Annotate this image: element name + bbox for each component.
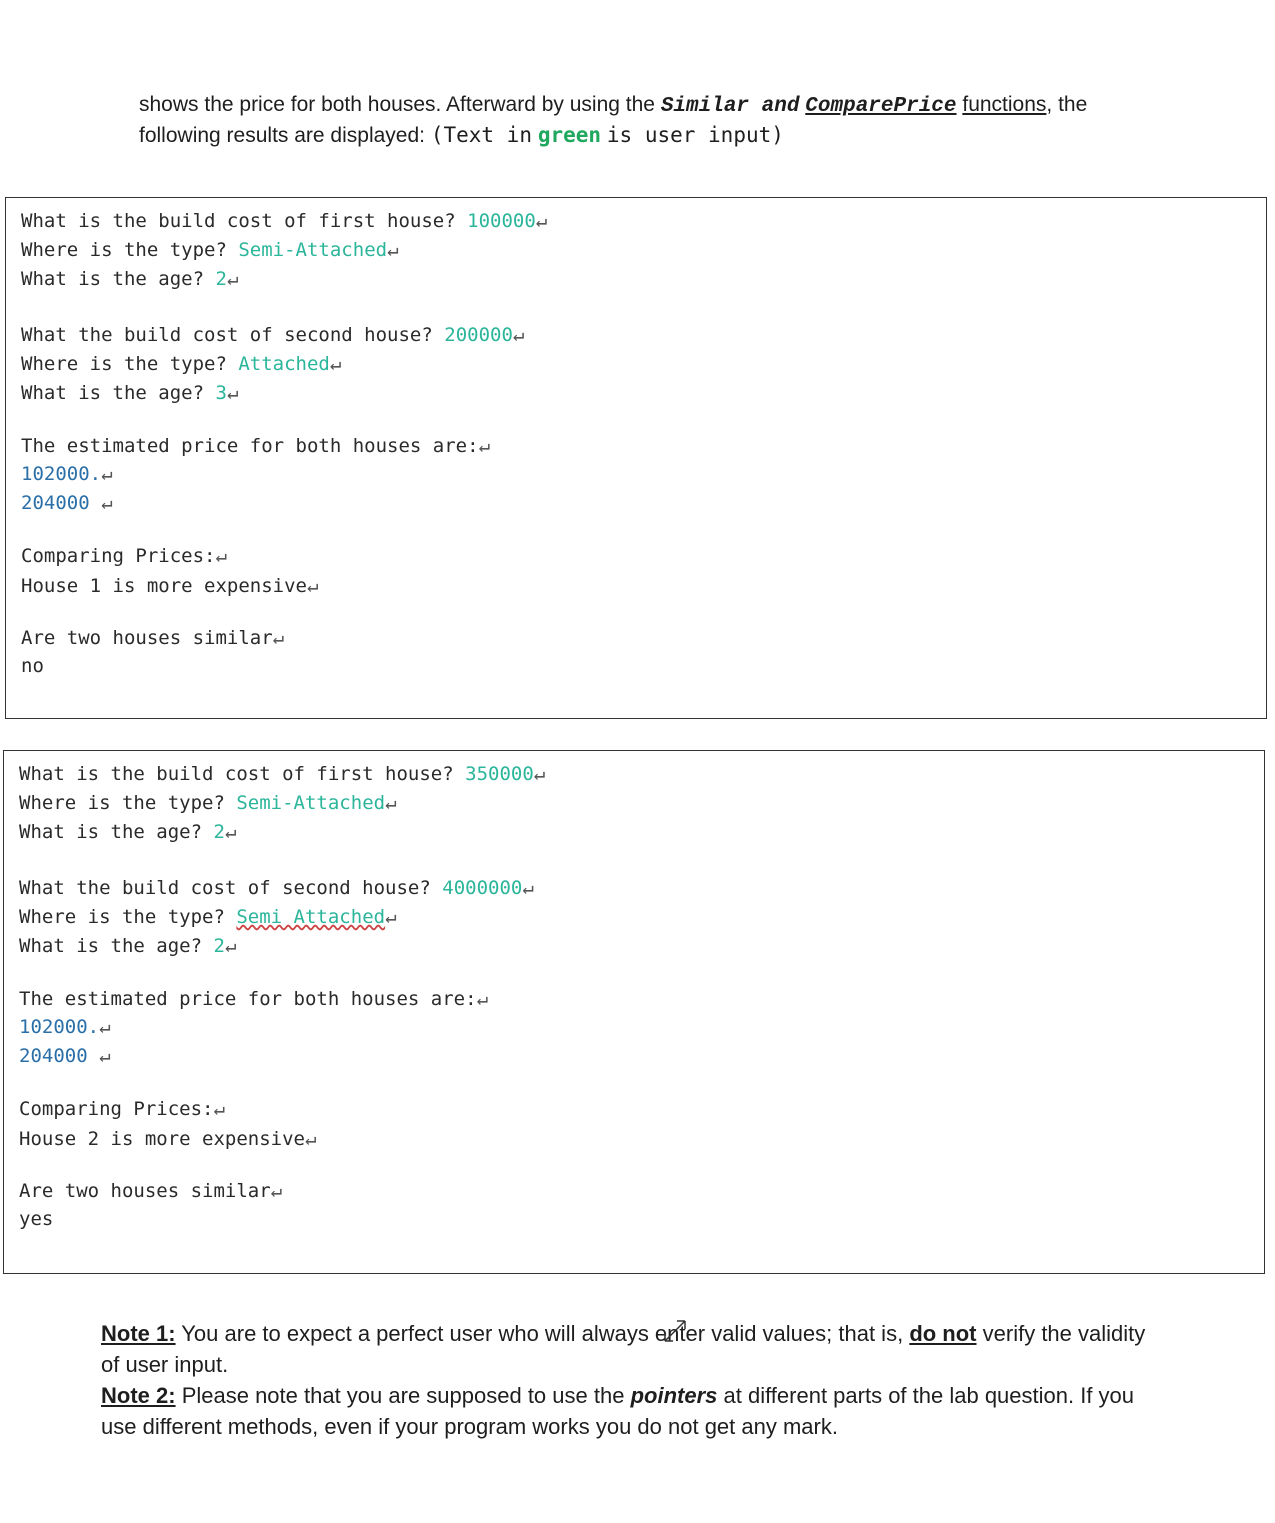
- console-line: What is the age? 2↵: [19, 821, 237, 843]
- console-line: 102000.↵: [19, 1016, 111, 1038]
- intro-function-similar: Similar and: [660, 95, 800, 118]
- console-output-box-1: [5, 197, 1267, 719]
- intro-text-4: following results are displayed:: [139, 124, 425, 147]
- console-line: What is the build cost of first house? 350000↵: [19, 763, 546, 785]
- intro-paragraph: [139, 90, 1149, 150]
- note-2-text-b: at different parts of the lab question. If you use different methods, even if your program works you do not get any mark.: [101, 1383, 1135, 1439]
- console-line: 204000 ↵: [21, 492, 113, 514]
- console-line: Where is the type? Semi-Attached↵: [19, 792, 397, 814]
- intro-text-functions: functions: [962, 93, 1047, 116]
- intro-paren-open: (Text in: [430, 123, 532, 147]
- note-2-label: Note 2:: [101, 1383, 176, 1408]
- intro-green-word: green: [537, 123, 602, 147]
- console-line: House 1 is more expensive↵: [21, 575, 319, 597]
- console-line: Where is the type? Semi-Attached↵: [21, 239, 399, 261]
- intro-text-1: shows the price for both houses. Afterward by using the: [139, 93, 655, 116]
- note-2-emphasis: pointers: [630, 1383, 718, 1408]
- console-line: Comparing Prices:↵: [19, 1098, 225, 1120]
- note-2-text-a: Please note that you are supposed to use the: [181, 1383, 625, 1408]
- console-line: The estimated price for both houses are:↵: [21, 435, 491, 457]
- console-line: Are two houses similar↵: [21, 627, 285, 649]
- console-line: no: [21, 655, 44, 677]
- console-line: What is the age? 2↵: [21, 268, 239, 290]
- console-line: yes: [19, 1208, 54, 1230]
- intro-function-compareprice: ComparePrice: [805, 95, 957, 118]
- notes-section: [101, 1318, 1161, 1442]
- console-line: What is the build cost of first house? 100000↵: [21, 210, 548, 232]
- console-line: The estimated price for both houses are:↵: [19, 988, 489, 1010]
- console-line: What is the age? 3↵: [21, 382, 239, 404]
- console-line: Comparing Prices:↵: [21, 545, 227, 567]
- console-line: 102000.↵: [21, 463, 113, 485]
- intro-text-3: , the: [1046, 93, 1088, 116]
- resize-cursor-icon: [662, 1318, 688, 1344]
- console-line: What the build cost of second house? 200000↵: [21, 324, 525, 346]
- note-1-emphasis: do not: [909, 1321, 977, 1346]
- note-1-text-a: You are to expect a perfect user who will always enter valid values; that is,: [181, 1321, 904, 1346]
- note-1-text-b: verify the validity of user input.: [101, 1321, 1146, 1377]
- console-line: House 2 is more expensive↵: [19, 1128, 317, 1150]
- intro-paren-close: is user input): [606, 123, 784, 147]
- note-1-label: Note 1:: [101, 1321, 176, 1346]
- note-2: [101, 1380, 1161, 1442]
- console-line: Where is the type? Semi Attached↵: [19, 906, 397, 928]
- note-1: [101, 1318, 1161, 1380]
- console-line: What is the age? 2↵: [19, 935, 237, 957]
- console-line: What the build cost of second house? 4000000↵: [19, 877, 534, 899]
- console-line: Are two houses similar↵: [19, 1180, 283, 1202]
- console-output-box-2: [3, 750, 1265, 1274]
- console-line: 204000 ↵: [19, 1045, 111, 1067]
- console-line: Where is the type? Attached↵: [21, 353, 342, 375]
